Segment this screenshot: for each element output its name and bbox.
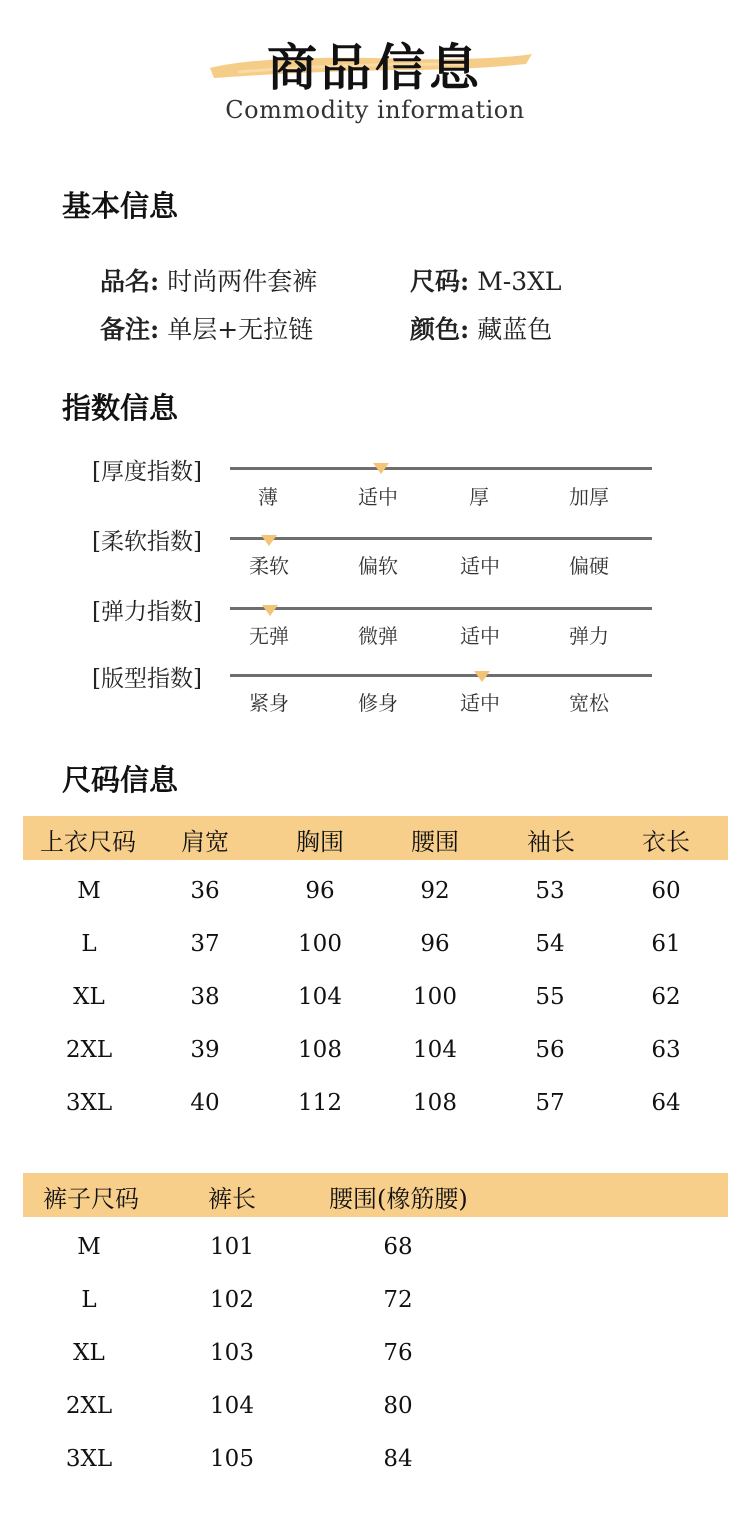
page-subtitle: Commodity information xyxy=(225,96,525,124)
top-table-cell: 39 xyxy=(190,1037,220,1063)
softness-tick: 柔软 xyxy=(249,554,289,578)
fit-tick: 宽松 xyxy=(569,691,609,715)
thickness-tick: 薄 xyxy=(258,485,278,509)
index-info-heading: 指数信息 xyxy=(62,391,179,425)
top-table-header-cell: 肩宽 xyxy=(181,828,229,856)
color-key: 颜色: xyxy=(410,315,470,344)
softness-index-marker xyxy=(261,535,277,546)
top-table-cell: 108 xyxy=(298,1037,342,1063)
pants-table-cell: 3XL xyxy=(65,1446,113,1472)
basic-info-heading: 基本信息 xyxy=(62,189,179,223)
pants-table-header-cell: 腰围(橡筋腰) xyxy=(329,1185,468,1213)
elasticity-index-scale xyxy=(230,607,652,610)
thickness-tick: 加厚 xyxy=(569,485,609,509)
elasticity-index-marker xyxy=(262,605,278,616)
thickness-index-marker xyxy=(373,463,389,474)
pants-table-header-cell: 裤长 xyxy=(208,1185,256,1213)
softness-tick: 适中 xyxy=(460,554,500,578)
top-table-cell: L xyxy=(81,931,97,957)
product-name-key: 品名: xyxy=(100,267,160,296)
top-table-header-cell: 上衣尺码 xyxy=(40,828,136,856)
size-range-value: M-3XL xyxy=(477,267,562,296)
top-table-cell: 54 xyxy=(535,931,565,957)
pants-table-header-cell: 裤子尺码 xyxy=(43,1185,139,1213)
top-table-header-cell: 袖长 xyxy=(527,828,575,856)
top-table-cell: 100 xyxy=(413,984,457,1010)
pants-table-cell: M xyxy=(77,1234,101,1260)
top-table-cell: 104 xyxy=(298,984,342,1010)
softness-tick: 偏硬 xyxy=(569,554,609,578)
fit-tick: 修身 xyxy=(358,691,398,715)
thickness-index-scale xyxy=(230,467,652,470)
top-table-cell: 100 xyxy=(298,931,342,957)
top-table-cell: 64 xyxy=(651,1090,681,1116)
top-table-cell: 108 xyxy=(413,1090,457,1116)
elasticity-tick: 微弹 xyxy=(358,624,398,648)
pants-table-cell: 104 xyxy=(210,1393,254,1419)
size-range-row xyxy=(410,262,562,298)
top-table-cell: 112 xyxy=(298,1090,342,1116)
softness-index-label: [柔软指数] xyxy=(92,529,202,555)
fit-index-marker xyxy=(474,671,490,682)
top-table-header-cell: 胸围 xyxy=(296,828,344,856)
top-table-cell: 37 xyxy=(190,931,220,957)
top-table-cell: 56 xyxy=(535,1037,565,1063)
elasticity-tick: 无弹 xyxy=(249,624,289,648)
thickness-index-label: [厚度指数] xyxy=(92,459,202,485)
pants-table-cell: 68 xyxy=(383,1234,413,1260)
pants-table-cell: L xyxy=(81,1287,97,1313)
page-header xyxy=(0,0,750,140)
pants-table-cell: 101 xyxy=(210,1234,254,1260)
thickness-tick: 适中 xyxy=(358,485,398,509)
top-table-cell: 96 xyxy=(420,931,450,957)
elasticity-tick: 弹力 xyxy=(569,624,609,648)
color-row xyxy=(410,310,552,346)
fit-index-label: [版型指数] xyxy=(92,666,202,692)
top-table-cell: 96 xyxy=(305,878,335,904)
top-table-cell: 55 xyxy=(535,984,565,1010)
softness-index-scale xyxy=(230,537,652,540)
color-value: 藏蓝色 xyxy=(477,315,553,344)
top-table-cell: 60 xyxy=(651,878,681,904)
top-table-cell: M xyxy=(77,878,101,904)
pants-table-cell: 76 xyxy=(383,1340,413,1366)
pants-table-cell: 105 xyxy=(210,1446,254,1472)
note-value: 单层+无拉链 xyxy=(167,315,314,344)
note-row xyxy=(100,310,313,346)
top-table-cell: 62 xyxy=(651,984,681,1010)
pants-table-cell: 102 xyxy=(210,1287,254,1313)
top-table-cell: 57 xyxy=(535,1090,565,1116)
pants-table-cell: 72 xyxy=(383,1287,413,1313)
top-table-cell: 63 xyxy=(651,1037,681,1063)
top-table-cell: 2XL xyxy=(65,1037,113,1063)
pants-table-cell: 103 xyxy=(210,1340,254,1366)
top-table-cell: 38 xyxy=(190,984,220,1010)
top-table-cell: 3XL xyxy=(65,1090,113,1116)
elasticity-index-label: [弹力指数] xyxy=(92,599,202,625)
elasticity-tick: 适中 xyxy=(460,624,500,648)
pants-table-cell: XL xyxy=(73,1340,105,1366)
top-table-header-cell: 衣长 xyxy=(642,828,690,856)
page-title: 商品信息 xyxy=(267,38,483,97)
fit-tick: 紧身 xyxy=(249,691,289,715)
pants-table-cell: 2XL xyxy=(65,1393,113,1419)
top-table-cell: 36 xyxy=(190,878,220,904)
note-key: 备注: xyxy=(100,315,160,344)
top-table-cell: 40 xyxy=(190,1090,220,1116)
product-name-row xyxy=(100,262,317,298)
size-range-key: 尺码: xyxy=(410,267,470,296)
top-table-cell: 61 xyxy=(651,931,681,957)
top-table-cell: XL xyxy=(73,984,105,1010)
fit-tick: 适中 xyxy=(460,691,500,715)
product-name-value: 时尚两件套裤 xyxy=(167,267,318,296)
pants-table-cell: 84 xyxy=(383,1446,413,1472)
top-table-header-cell: 腰围 xyxy=(411,828,459,856)
fit-index-scale xyxy=(230,674,652,677)
top-table-cell: 53 xyxy=(535,878,565,904)
pants-table-cell: 80 xyxy=(383,1393,413,1419)
softness-tick: 偏软 xyxy=(358,554,398,578)
top-table-cell: 92 xyxy=(420,878,450,904)
size-info-heading: 尺码信息 xyxy=(62,763,179,797)
top-table-cell: 104 xyxy=(413,1037,457,1063)
thickness-tick: 厚 xyxy=(469,485,489,509)
